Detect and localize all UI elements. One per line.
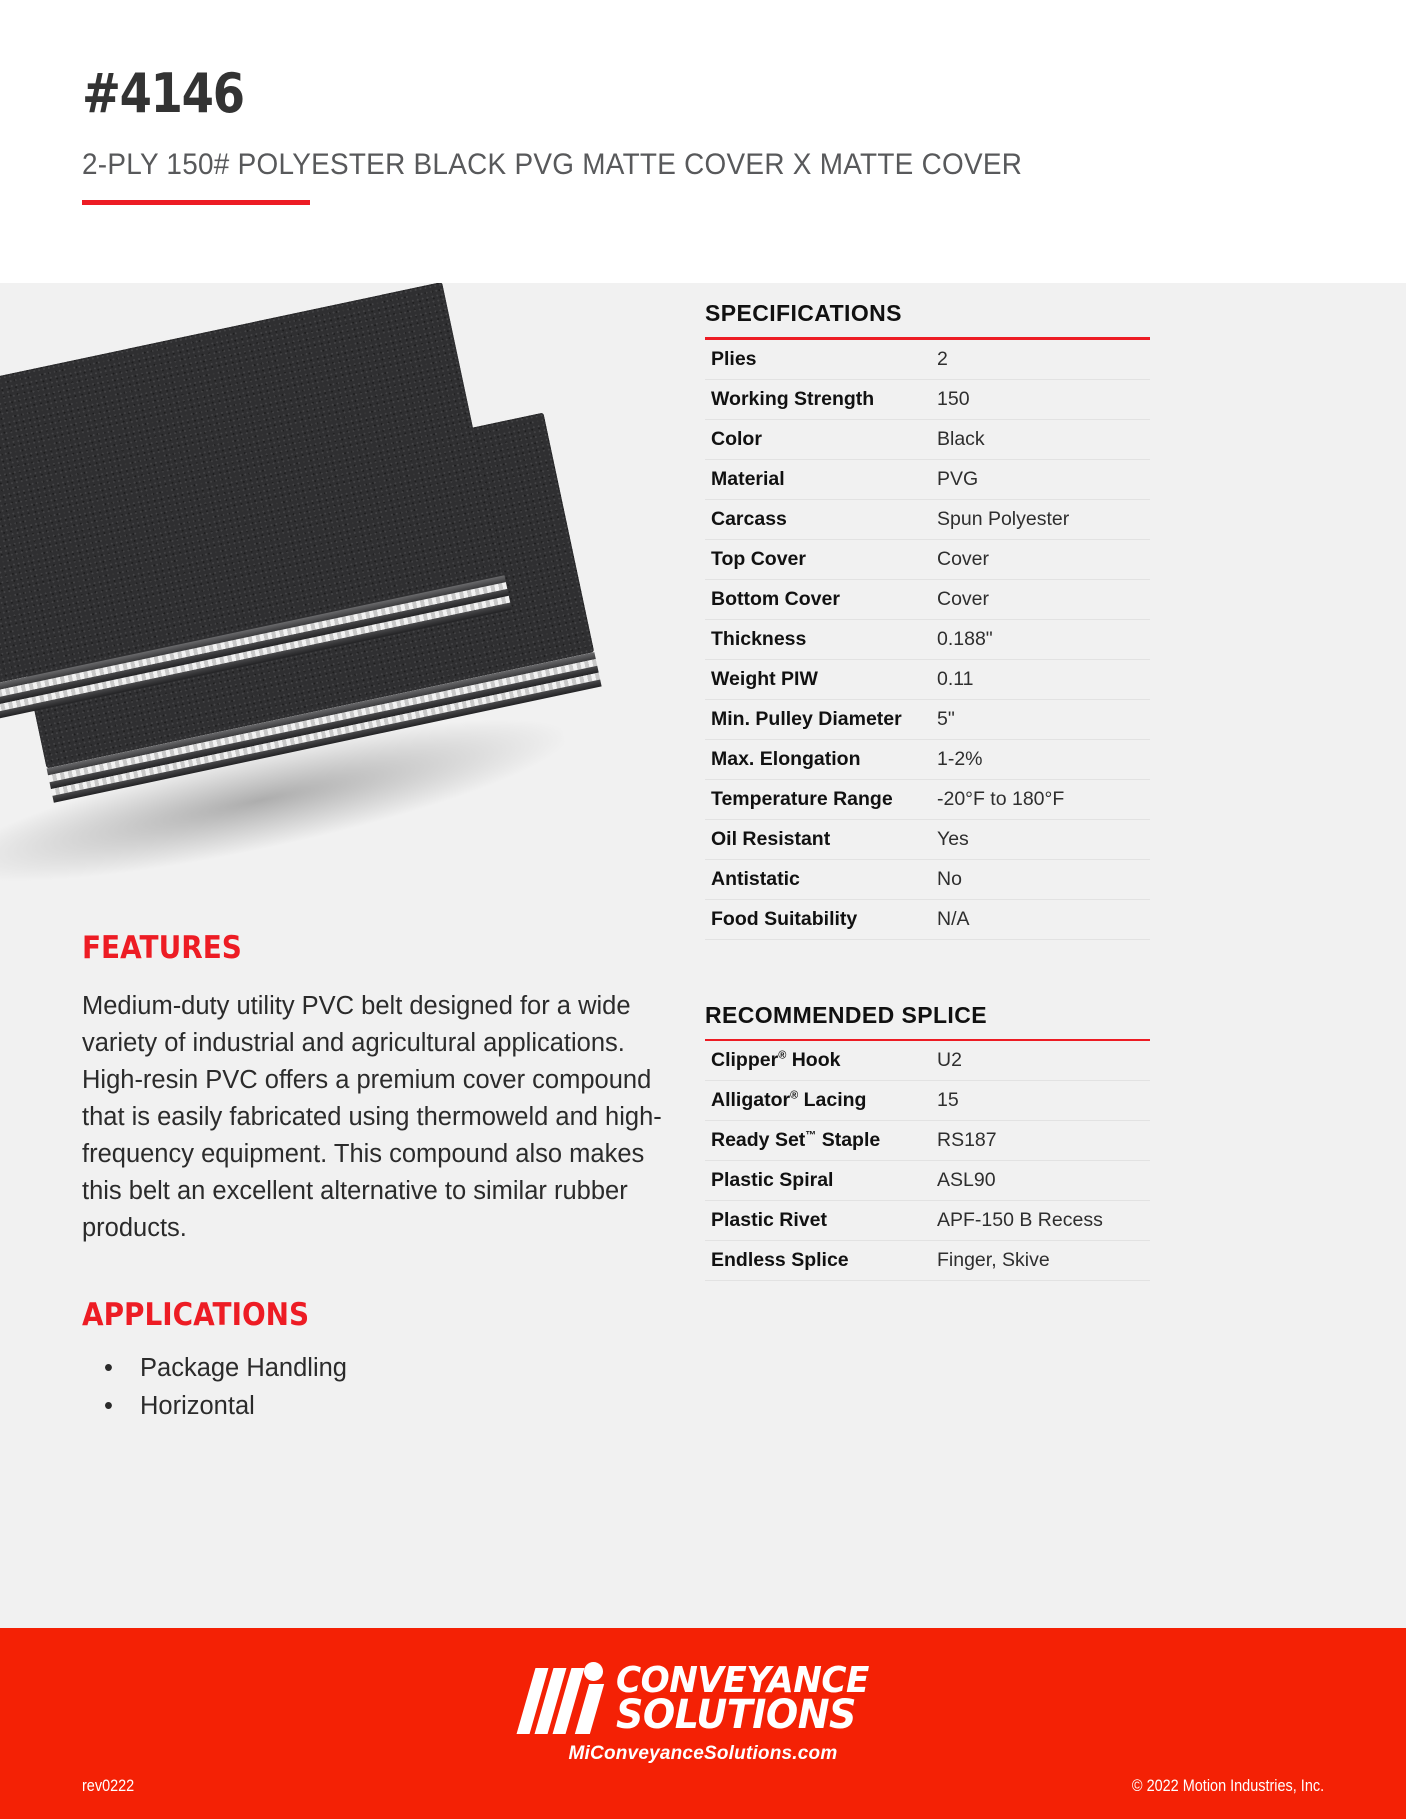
- spec-value: -20°F to 180°F: [937, 787, 1065, 810]
- table-row: [705, 1041, 1150, 1081]
- table-row: [705, 500, 1150, 540]
- table-row: [705, 460, 1150, 500]
- splice-label: Endless Splice: [711, 1249, 849, 1271]
- spec-value: 2: [937, 347, 948, 370]
- spec-label: Top Cover: [711, 547, 806, 570]
- title-underline: [82, 200, 310, 205]
- trademark-mark-icon: ™: [805, 1129, 817, 1142]
- product-subtitle: 2-PLY 150# POLYESTER BLACK PVG MATTE COVER X MATTE COVER: [82, 148, 1023, 181]
- splice-label-main: Ready Set: [711, 1129, 806, 1151]
- bullet-icon: •: [104, 1392, 113, 1420]
- spec-value: 150: [937, 387, 970, 410]
- spec-value: Yes: [937, 827, 969, 850]
- table-row: [705, 380, 1150, 420]
- table-row: [705, 340, 1150, 380]
- applications-heading: APPLICATIONS: [82, 1297, 310, 1333]
- spec-value: N/A: [937, 907, 970, 930]
- copyright-notice: © 2022 Motion Industries, Inc.: [1131, 1776, 1324, 1795]
- spec-label: Min. Pulley Diameter: [711, 707, 902, 730]
- table-row: [705, 740, 1150, 780]
- spec-label: Plies: [711, 347, 757, 370]
- spec-value: Cover: [937, 587, 990, 610]
- table-row: [705, 1241, 1150, 1281]
- splice-label-main: Clipper: [711, 1049, 779, 1071]
- splice-label: [705, 1129, 937, 1152]
- spec-value: No: [937, 867, 962, 890]
- list-item-label: Horizontal: [140, 1392, 255, 1420]
- splice-label: Plastic Spiral: [711, 1169, 834, 1191]
- list-item: [82, 1387, 672, 1425]
- page-footer: [0, 1628, 1406, 1819]
- table-row: [705, 780, 1150, 820]
- logo-line-2: SOLUTIONS: [615, 1692, 856, 1739]
- table-row: [705, 1081, 1150, 1121]
- page-header: [0, 0, 1406, 283]
- splice-label: [705, 1089, 937, 1112]
- registered-mark-icon: ®: [790, 1089, 799, 1102]
- spec-label: Material: [711, 467, 785, 490]
- mi-monogram-icon: [524, 1664, 612, 1734]
- bullet-icon: •: [104, 1354, 113, 1382]
- company-logo: [0, 1660, 1406, 1765]
- spec-value: 0.11: [937, 667, 974, 690]
- table-row: [705, 1161, 1150, 1201]
- spec-label: Thickness: [711, 627, 807, 650]
- splice-value: APF-150 B Recess: [937, 1209, 1103, 1231]
- spec-value: Spun Polyester: [937, 507, 1070, 530]
- i-dot-icon: [584, 1662, 603, 1681]
- product-image: [0, 283, 710, 923]
- table-row: [705, 860, 1150, 900]
- splice-value: Finger, Skive: [937, 1249, 1050, 1271]
- spec-label: Carcass: [711, 507, 787, 530]
- logo-line-1: CONVEYANCE: [615, 1660, 869, 1701]
- spec-label: Antistatic: [711, 867, 800, 890]
- table-row: [705, 620, 1150, 660]
- spec-value: PVG: [937, 467, 979, 490]
- recommended-splice-section: [705, 1002, 1150, 1282]
- splice-label-tail: Staple: [816, 1129, 881, 1151]
- spec-label: Oil Resistant: [711, 827, 831, 850]
- spec-value: 1-2%: [937, 747, 983, 770]
- right-tables-column: [705, 300, 1150, 1281]
- splice-label-tail: Hook: [786, 1049, 841, 1071]
- table-row: [705, 660, 1150, 700]
- splice-value: 15: [937, 1089, 959, 1111]
- splice-value: U2: [937, 1049, 962, 1071]
- table-row: [705, 420, 1150, 460]
- specifications-section: [705, 300, 1150, 940]
- list-item-label: Package Handling: [140, 1354, 347, 1382]
- spec-value: 5": [937, 707, 955, 730]
- table-row: [705, 1201, 1150, 1241]
- features-body-text: Medium-duty utility PVC belt designed for a wide variety of industrial and agricultural applications. High-resin PVC offers a premium cover compound that is easily fabricated using thermoweld and high-frequency equipment. This compound also makes this belt an excellent alternative to similar rubber products.: [82, 992, 662, 1242]
- spec-label: Weight PIW: [711, 667, 818, 690]
- splice-value: ASL90: [937, 1169, 996, 1191]
- applications-list: [82, 1349, 672, 1425]
- spec-label: Max. Elongation: [711, 747, 861, 770]
- table-row: [705, 700, 1150, 740]
- spec-label: Color: [711, 427, 762, 450]
- logo-wordmark: [615, 1660, 882, 1739]
- splice-value: RS187: [937, 1129, 997, 1151]
- specifications-title: SPECIFICATIONS: [705, 300, 902, 326]
- recommended-splice-title: RECOMMENDED SPLICE: [705, 1001, 987, 1028]
- spec-label: Temperature Range: [711, 787, 893, 810]
- features-heading: FEATURES: [82, 930, 242, 966]
- table-row: [705, 540, 1150, 580]
- spec-value: Cover: [937, 547, 990, 570]
- page-title: #4146: [82, 62, 244, 125]
- revision-label: rev0222: [82, 1776, 135, 1795]
- table-row: [705, 580, 1150, 620]
- list-item: [82, 1349, 672, 1387]
- table-row: [705, 900, 1150, 940]
- spec-value: Black: [937, 427, 985, 450]
- registered-mark-icon: ®: [778, 1049, 787, 1062]
- spec-value: 0.188": [937, 627, 993, 650]
- splice-label: Plastic Rivet: [711, 1209, 827, 1231]
- splice-label: [705, 1049, 937, 1072]
- table-row: [705, 1121, 1150, 1161]
- spec-label: Bottom Cover: [711, 587, 840, 610]
- splice-label-main: Alligator: [711, 1089, 791, 1111]
- spec-label: Food Suitability: [711, 907, 858, 930]
- company-website[interactable]: MiConveyanceSolutions.com: [568, 1743, 838, 1764]
- spec-label: Working Strength: [711, 387, 875, 410]
- splice-label-tail: Lacing: [798, 1089, 867, 1111]
- left-content-column: [82, 930, 672, 1425]
- logo-lockup: [524, 1660, 882, 1739]
- table-row: [705, 820, 1150, 860]
